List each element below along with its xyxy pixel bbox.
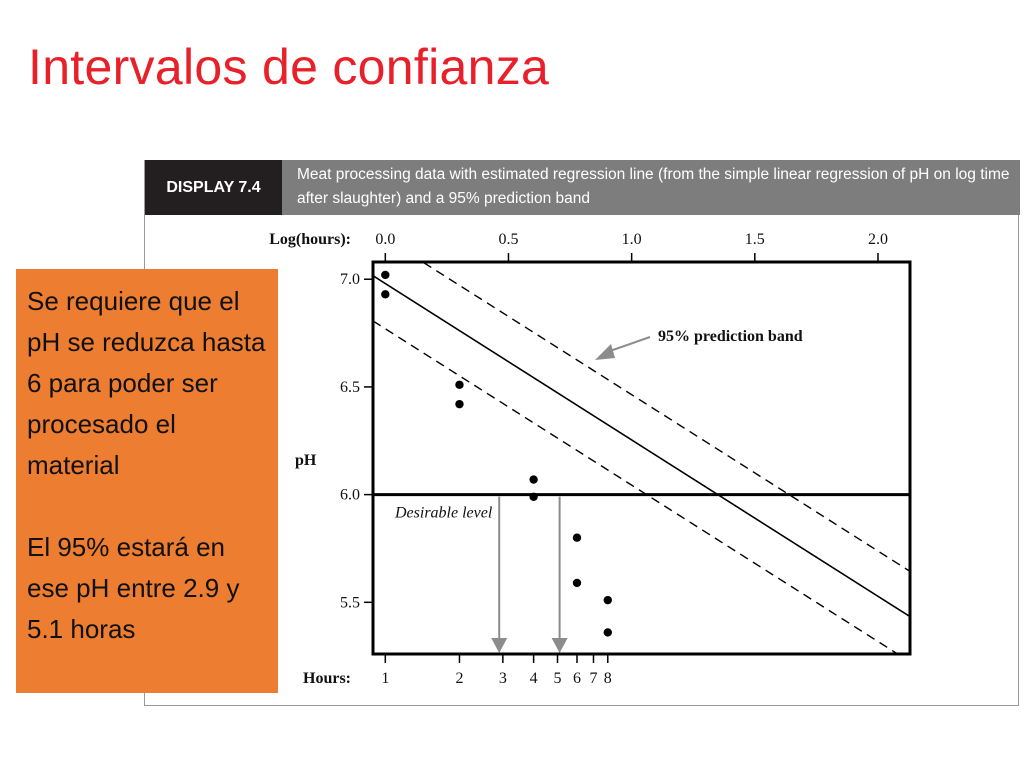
bottom-tick-label-7: 7 <box>589 670 598 687</box>
y-tick-label-3: 5.5 <box>340 594 360 612</box>
data-point-10 <box>604 628 612 636</box>
y-tick-label-2: 6.0 <box>340 486 360 504</box>
top-axis-label: Log(hours): <box>269 231 351 248</box>
prediction-band-lower <box>373 321 910 662</box>
regression-line <box>373 276 910 617</box>
top-tick-label-3: 1.5 <box>744 231 765 248</box>
data-point-8 <box>573 579 581 587</box>
note-box <box>16 269 278 693</box>
interval-arrow-head-2 <box>552 638 568 653</box>
plot-frame <box>373 262 910 654</box>
data-point-7 <box>573 533 581 541</box>
data-point-6 <box>529 493 537 501</box>
bottom-tick-label-6: 6 <box>572 670 581 687</box>
y-tick-label-1: 6.5 <box>340 378 360 396</box>
interval-arrow-head-1 <box>491 638 507 653</box>
top-tick-label-2: 1.0 <box>621 231 642 248</box>
figure-caption: Meat processing data with estimated regression line (from the simple linear regression of pH on log time after slaughter) and a 95% prediction band <box>297 166 1010 207</box>
desirable-level-label: Desirable level <box>395 504 493 522</box>
bottom-tick-label-3: 3 <box>498 670 507 687</box>
data-point-1 <box>381 271 389 279</box>
y-tick-label-0: 7.0 <box>340 271 360 289</box>
slide-title: Intervalos de confianza <box>28 39 550 95</box>
bottom-axis-label: Hours: <box>303 670 351 687</box>
data-point-2 <box>381 290 389 298</box>
band-pointer-shaft <box>607 337 650 352</box>
bottom-tick-label-2: 2 <box>455 670 464 687</box>
note-paragraph-requirement: Se requiere que el pH se reduzca hasta 6 para poder ser procesado el material <box>27 286 266 480</box>
data-point-9 <box>604 596 612 604</box>
band-pointer-head <box>595 344 615 360</box>
y-axis-label: pH <box>295 452 317 469</box>
figure-tag: DISPLAY 7.4 <box>145 160 282 215</box>
top-tick-label-4: 2.0 <box>867 231 888 248</box>
data-point-4 <box>455 400 463 408</box>
data-point-5 <box>529 475 537 483</box>
bottom-tick-label-5: 5 <box>553 670 562 687</box>
data-point-3 <box>455 381 463 389</box>
top-tick-label-1: 0.5 <box>498 231 519 248</box>
bottom-tick-label-1: 1 <box>381 670 390 687</box>
top-tick-label-0: 0.0 <box>375 231 396 248</box>
bottom-tick-label-4: 4 <box>529 670 538 687</box>
bottom-tick-label-8: 8 <box>603 670 612 687</box>
band-label: 95% prediction band <box>658 328 803 345</box>
note-paragraph-result: El 95% estará en ese pH entre 2.9 y 5.1 horas <box>27 532 240 644</box>
